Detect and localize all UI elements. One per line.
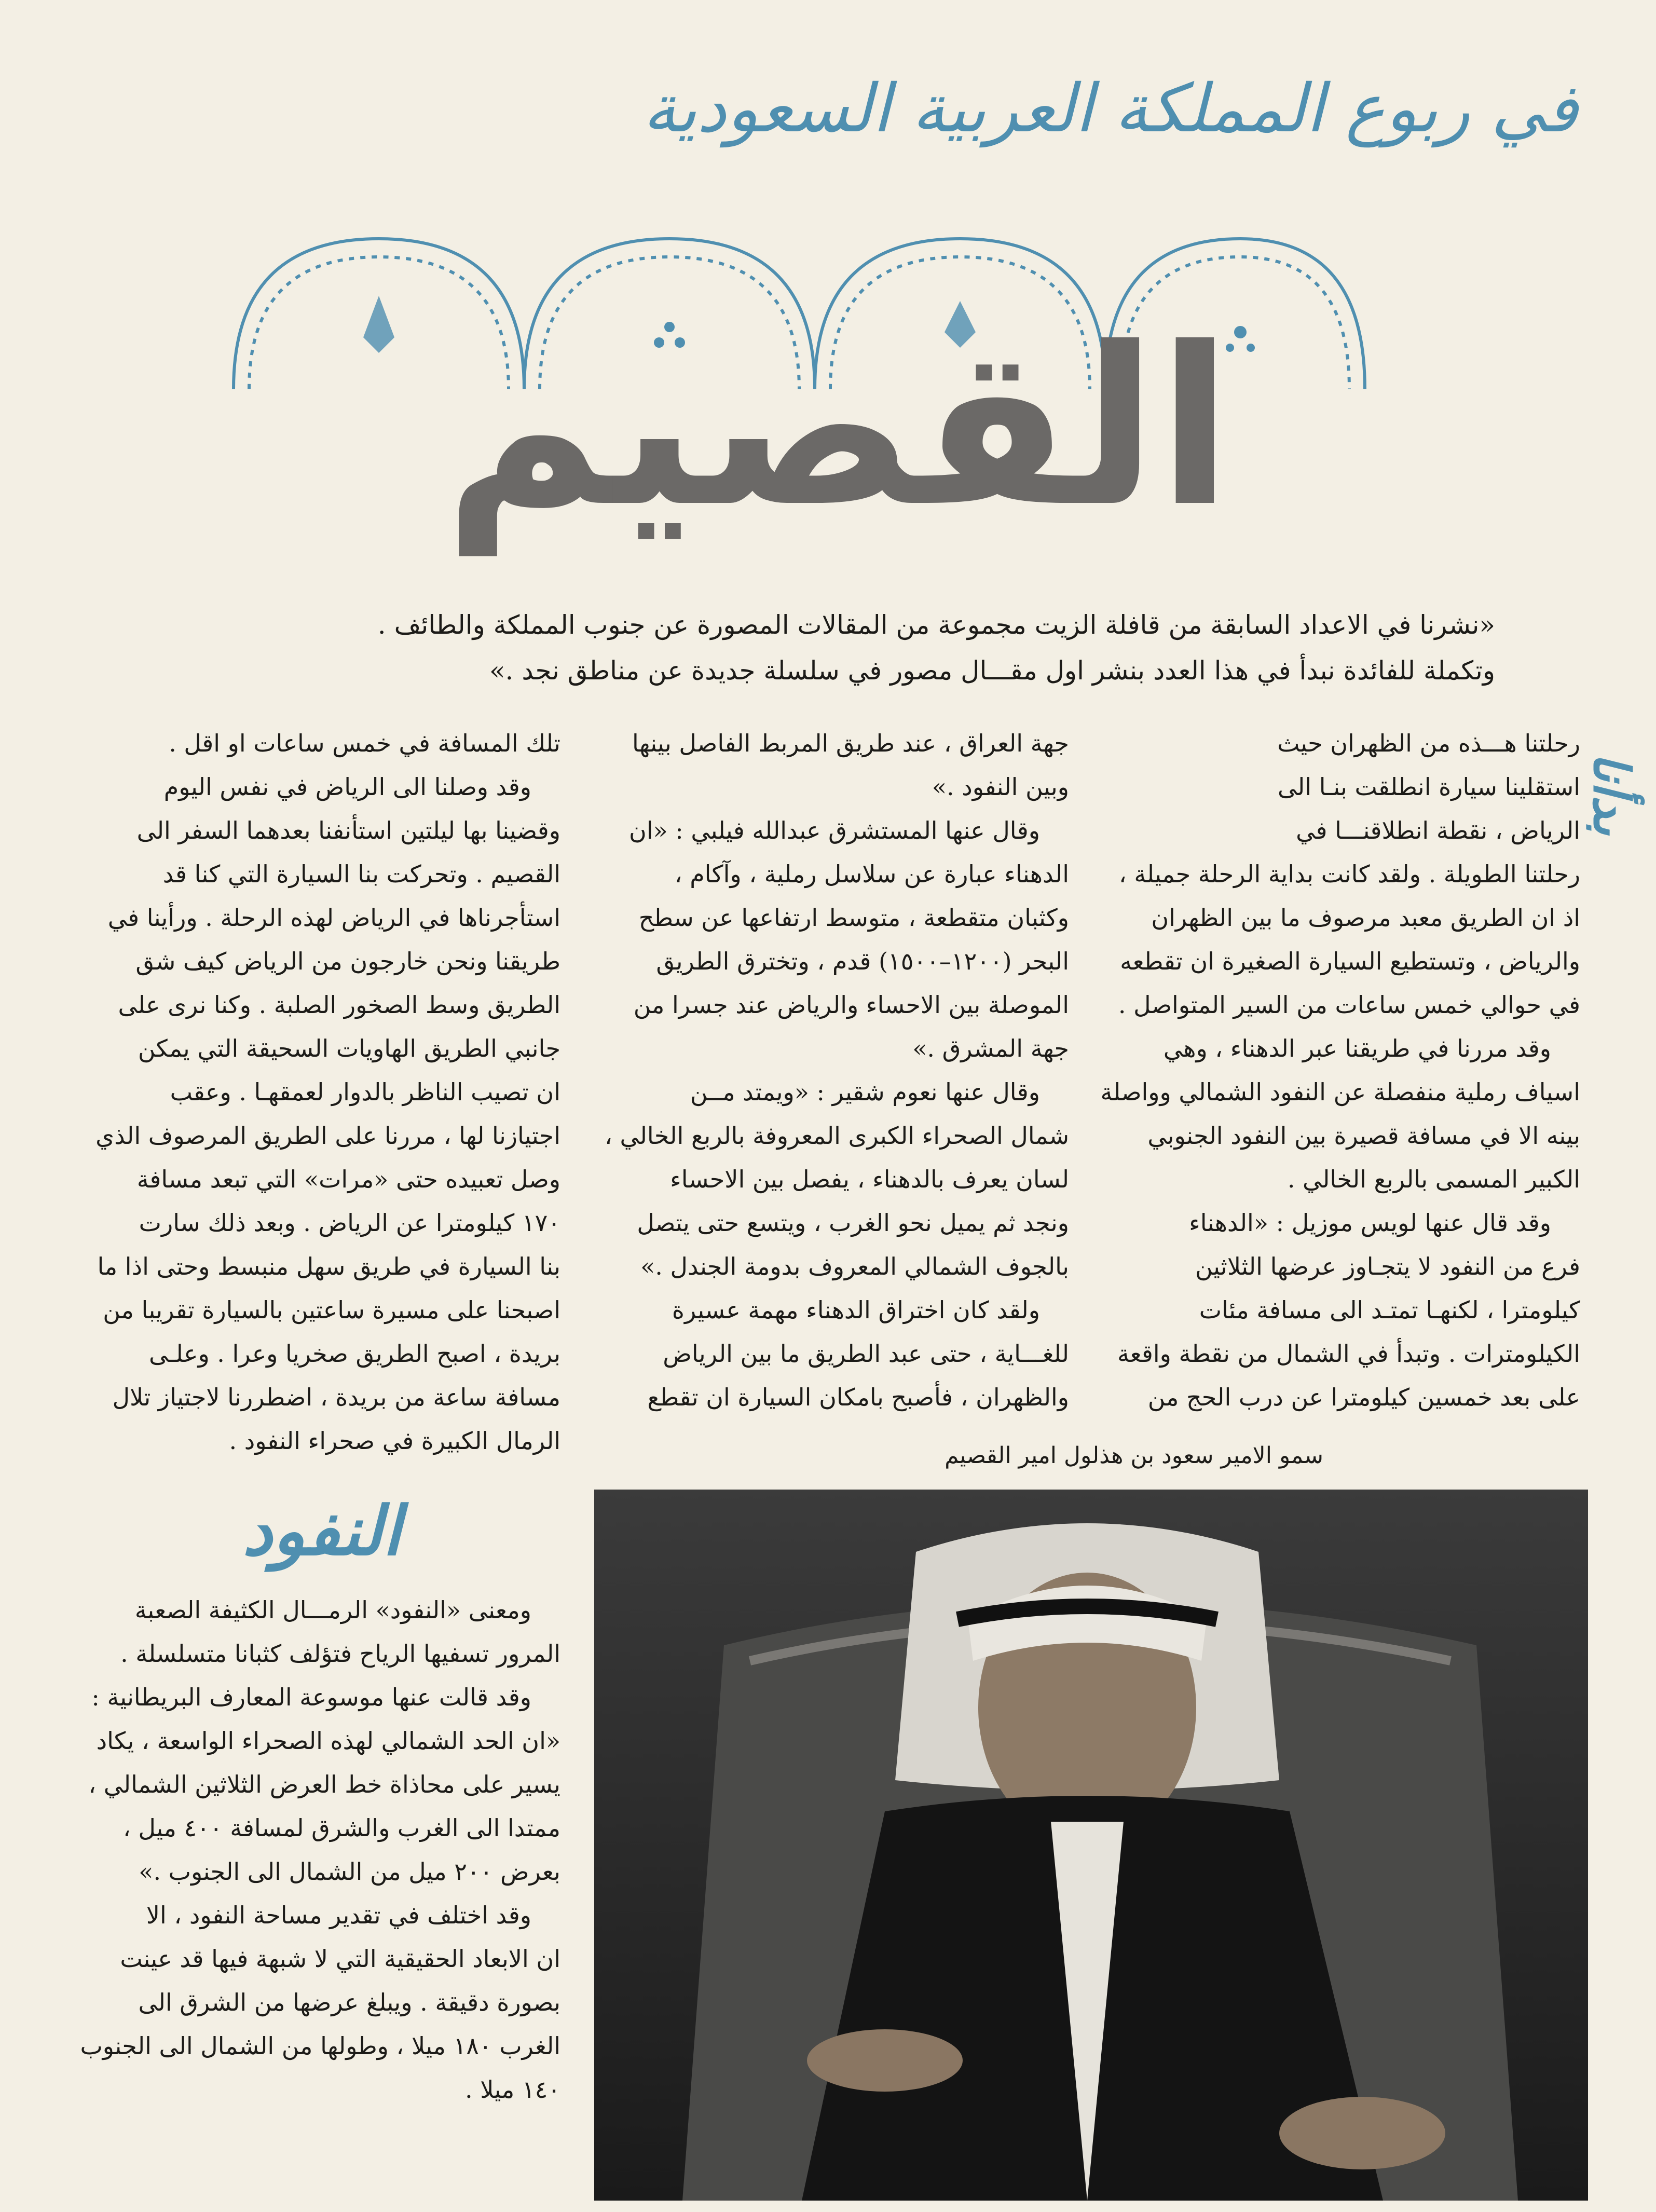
- text-line: الطريق وسط الصخور الصلبة . وكنا نرى على: [118, 991, 560, 1019]
- text-line: الكيلومترات . وتبدأ في الشمال من نقطة واقعة: [1117, 1340, 1580, 1368]
- intro-line: وتكملة للفائدة نبدأ في هذا العدد بنشر اول مقـــال مصور في سلسلة جديدة عن مناطق نجد .»: [489, 656, 1495, 686]
- text-line: والرياض ، وتستطيع السيارة الصغيرة ان تقطعه: [1120, 947, 1580, 975]
- text-line: الموصلة بين الاحساء والرياض عند جسرا من: [633, 991, 1069, 1019]
- text-line: وقد مررنا في طريقنا عبر الدهناء ، وهي: [1163, 1034, 1551, 1062]
- text-line: الدهناء عبارة عن سلاسل رملية ، وآكام ،: [674, 860, 1069, 888]
- section-heading: النفود: [242, 1491, 401, 1571]
- text-column-right: [1100, 721, 1580, 1419]
- intro-line: «نشرنا في الاعداد السابقة من قافلة الزيت مجموعة من المقالات المصورة عن جنوب المملكة والطائف .: [377, 610, 1495, 640]
- text-line: اصبحنا على مسيرة ساعتين بالسيارة تقريبا من: [103, 1296, 560, 1324]
- text-line: وقد وصلنا الى الرياض في نفس اليوم: [163, 773, 531, 801]
- series-title: في ربوع المملكة العربية السعودية: [642, 70, 1578, 147]
- main-title: القصيم: [444, 301, 1233, 555]
- text-line: طريقنا ونحن خارجون من الرياض كيف شق: [135, 947, 560, 975]
- text-line: استقلينا سيارة انطلقت بنـا الى: [1277, 773, 1580, 801]
- main-title-banner: [223, 218, 1453, 561]
- text-line: رحلتنا الطويلة . ولقد كانت بداية الرحلة جميلة ،: [1118, 860, 1580, 888]
- text-line: تلك المسافة في خمس ساعات او اقل .: [169, 729, 560, 757]
- text-line: يسير على محاذاة خط العرض الثلاثين الشمالي ،: [88, 1770, 560, 1798]
- text-line: ان تصيب الناظر بالدوار لعمقهـا . وعقب: [170, 1078, 560, 1106]
- text-line: وقد اختلف في تقدير مساحة النفود ، الا: [146, 1901, 531, 1929]
- portrait-photo: [594, 1490, 1588, 2201]
- text-line: وقال عنها نعوم شقير : «ويمتد مــن: [690, 1078, 1040, 1106]
- text-line: وقد قال عنها لويس موزيل : «الدهناء: [1189, 1209, 1551, 1237]
- text-line: بصورة دقيقة . ويبلغ عرضها من الشرق الى: [138, 1988, 560, 2016]
- text-line: كيلومترا ، لكنهـا تمتـد الى مسافة مئات: [1199, 1296, 1580, 1324]
- text-line: ان الابعاد الحقيقية التي لا شبهة فيها قد عينت: [120, 1945, 560, 1973]
- photo-caption: سمو الامير سعود بن هذلول امير القصيم: [945, 1442, 1323, 1469]
- text-line: ونجد ثم يميل نحو الغرب ، ويتسع حتى يتصل: [637, 1209, 1069, 1237]
- text-line: «ان الحد الشمالي لهذه الصحراء الواسعة ، يكاد: [96, 1727, 560, 1755]
- text-column-middle: [594, 721, 1069, 1419]
- text-line: مسافة ساعة من بريدة ، اضطررنا لاجتياز تلال: [112, 1383, 560, 1411]
- text-line: القصيم . وتحركت بنا السيارة التي كنا قد: [162, 860, 560, 888]
- text-line: ومعنى «النفود» الرمـــال الكثيفة الصعبة: [134, 1596, 531, 1624]
- text-line: بريدة ، اصبح الطريق صخريا وعرا . وعلـى: [148, 1340, 560, 1368]
- text-line: وبين النفود .»: [932, 773, 1069, 801]
- drop-word: بدأنا: [1582, 753, 1641, 836]
- text-line: بالجوف الشمالي المعروف بدومة الجندل .»: [640, 1252, 1069, 1280]
- text-line: في حوالي خمس ساعات من السير المتواصل .: [1118, 991, 1580, 1019]
- text-column-lower: [78, 1588, 560, 2111]
- text-column-left: [95, 721, 560, 1463]
- text-line: جانبي الطريق الهاويات السحيقة التي يمكن: [138, 1034, 560, 1062]
- text-line: الكبير المسمى بالربع الخالي .: [1287, 1165, 1580, 1193]
- text-line: بعرض ٢٠٠ ميل من الشمال الى الجنوب .»: [139, 1858, 560, 1886]
- text-line: البحر (١٢٠٠–١٥٠٠) قدم ، وتخترق الطريق: [656, 947, 1069, 975]
- text-line: وصل تعبيده حتى «مرات» التي تبعد مسافة: [136, 1165, 560, 1193]
- text-line: وكثبان متقطعة ، متوسط ارتفاعها عن سطح: [638, 904, 1069, 932]
- text-line: وقال عنها المستشرق عبدالله فيلبي : «ان: [628, 816, 1040, 844]
- text-line: جهة المشرق .»: [912, 1034, 1069, 1062]
- text-line: اذ ان الطريق معبد مرصوف ما بين الظهران: [1151, 904, 1580, 932]
- text-line: الرياض ، نقطة انطلاقنـــا في: [1296, 816, 1580, 844]
- text-line: ١٧٠ كيلومترا عن الرياض . وبعد ذلك سارت: [139, 1209, 560, 1237]
- text-line: الغرب ١٨٠ ميلا ، وطولها من الشمال الى الجنوب: [80, 2032, 560, 2060]
- text-line: ممتدا الى الغرب والشرق لمسافة ٤٠٠ ميل ،: [123, 1814, 560, 1842]
- text-line: شمال الصحراء الكبرى المعروفة بالربع الخالي ،: [605, 1122, 1069, 1150]
- text-line: على بعد خمسين كيلومترا عن درب الحج من: [1147, 1383, 1580, 1411]
- text-line: بينه الا في مسافة قصيرة بين النفود الجنوبي: [1147, 1122, 1580, 1150]
- text-line: ١٤٠ ميلا .: [465, 2076, 560, 2104]
- text-line: الرمال الكبيرة في صحراء النفود .: [229, 1427, 560, 1455]
- portrait-illustration: [594, 1490, 1588, 2201]
- text-line: جهة العراق ، عند طريق المربط الفاصل بينها: [632, 729, 1069, 757]
- text-line: للغـــاية ، حتى عبد الطريق ما بين الرياض: [663, 1340, 1069, 1368]
- text-line: استأجرناها في الرياض لهذه الرحلة . ورأينا في: [107, 904, 560, 932]
- text-line: والظهران ، فأصبح بامكان السيارة ان تقطع: [647, 1383, 1069, 1411]
- text-line: اجتيازنا لها ، مررنا على الطريق المرصوف الذي: [95, 1122, 560, 1150]
- text-line: وقد قالت عنها موسوعة المعارف البريطانية :: [91, 1683, 531, 1711]
- text-line: لسان يعرف بالدهناء ، يفصل بين الاحساء: [670, 1165, 1069, 1193]
- text-line: اسياف رملية منفصلة عن النفود الشمالي وواصلة: [1100, 1078, 1580, 1106]
- text-line: ولقد كان اختراق الدهناء مهمة عسيرة: [672, 1296, 1040, 1324]
- text-line: فرع من النفود لا يتجـاوز عرضها الثلاثين: [1195, 1252, 1580, 1280]
- text-line: رحلتنا هـــذه من الظهران حيث: [1277, 729, 1580, 757]
- text-line: المرور تسفيها الرياح فتؤلف كثبانا متسلسلة .: [120, 1640, 560, 1668]
- text-line: بنا السيارة في طريق سهل منبسط وحتى اذا ما: [97, 1252, 560, 1280]
- intro-paragraph: [291, 602, 1495, 693]
- text-line: وقضينا بها ليلتين استأنفنا بعدهما السفر الى: [136, 816, 560, 844]
